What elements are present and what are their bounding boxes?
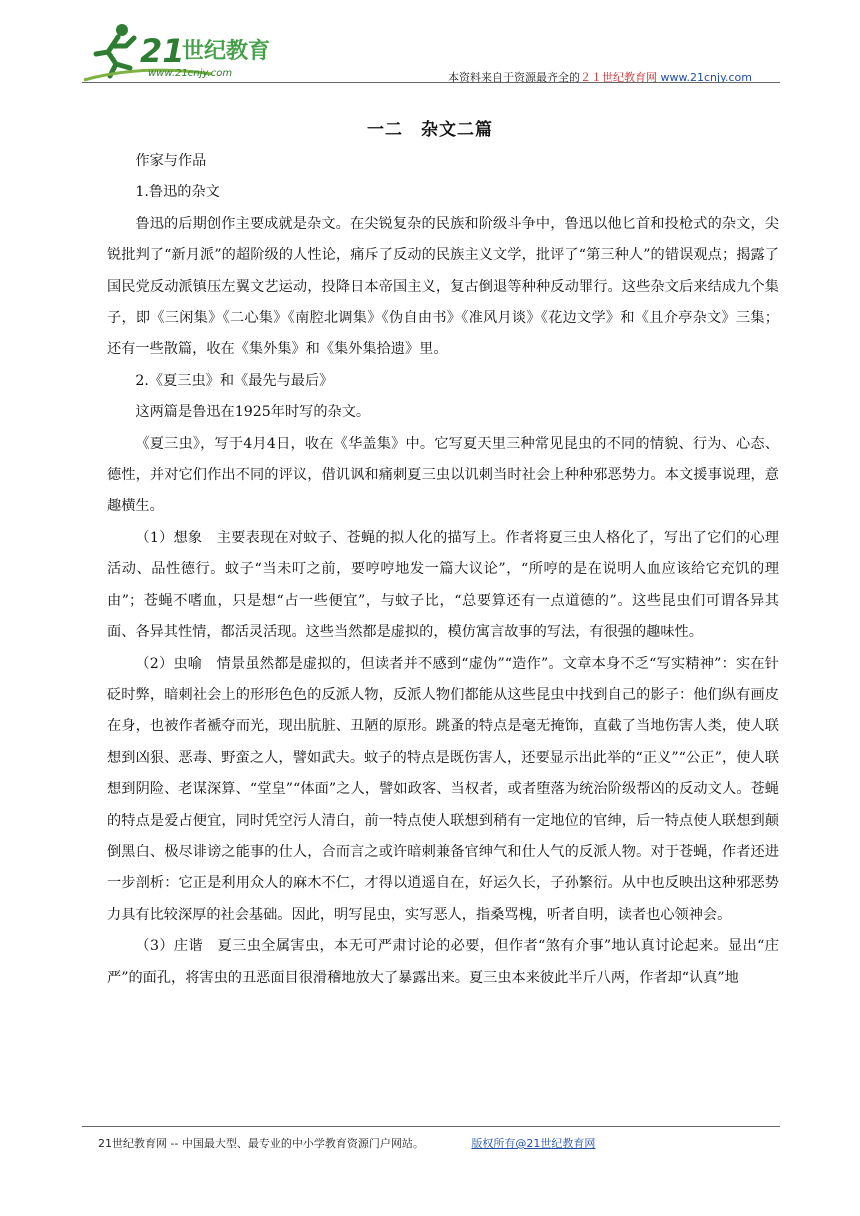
- section-heading: 作家与作品: [135, 153, 207, 169]
- paragraph: 这两篇是鲁迅在1925年时写的杂文。: [135, 404, 371, 421]
- svg-text:21: 21: [140, 32, 185, 70]
- footer-divider: [82, 1126, 780, 1127]
- page-header: [82, 18, 780, 84]
- page-title: 一二 杂文二篇: [367, 120, 493, 140]
- header-note-site: ２１世纪教育网: [580, 71, 658, 84]
- document-body: [107, 146, 779, 994]
- paragraph: （1）想象 主要表现在对蚊子、苍蝇的拟人化的描写上。作者将夏三虫人格化了，写出了它们的心理活动、品性德行。蚊子“当未叮之前，要哼哼地发一篇大议论”，“所哼的是在说明人血应该给它充饥的理由”；苍蝇不嗜血，只是想“占一些便宜”，与蚊子比，“总要算还有一点道德的”。这些昆虫们可谓各异其面、各异其性情，都活灵活现。这些当然都是虚拟的，模仿寓言故事的写法，有很强的趣味性。: [107, 529, 779, 641]
- paragraph: （2）虫喻 情景虽然都是虚拟的，但读者并不感到“虚伪”“造作”。文章本身不乏“写实精神”：实在针砭时弊，暗刺社会上的形形色色的反派人物，反派人物们都能从这些昆虫中找到自己的影子：他们纵有画皮在身，也被作者褫夺而光，现出肮脏、丑陋的原形。跳蚤的特点是毫无掩饰，直截了当地伤害人类，使人联想到凶狠、恶毒、野蛮之人，譬如武夫。蚊子的特点是既伤害人，还要显示出此举的“正义”“公正”，使人联想到阴险、老谋深算、“堂皇”“体面”之人，譬如政客、当权者，或者堕落为统治阶级帮凶的反动文人。苍蝇的特点是爱占便宜，同时凭空污人清白，前一特点使人联想到稍有一定地位的官绅，后一特点使人联想到颠倒黑白、极尽诽谤之能事的仕人，合而言之或许暗刺兼备官绅气和仕人气的反派人物。对于苍蝇，作者还进一步剖析：它正是利用众人的麻木不仁，才得以逍遥自在，好运久长，子孙繁衍。从中也反映出这种邪恶势力具有比较深厚的社会基础。因此，明写昆虫，实写恶人，指桑骂槐，听者自明，读者也心领神会。: [107, 655, 779, 923]
- svg-text:www.21cnjy.com: www.21cnjy.com: [148, 68, 233, 79]
- header-note-prefix: 本资料来自于资源最齐全的: [448, 71, 581, 84]
- page-footer: [82, 1126, 780, 1151]
- svg-text:世纪教育: 世纪教育: [182, 39, 271, 64]
- footer-text: 21世纪教育网 -- 中国最大型、最专业的中小学教育资源门户网站。: [98, 1137, 424, 1150]
- header-divider: [82, 82, 780, 83]
- subsection-heading: 2.《夏三虫》和《最先与最后》: [135, 372, 334, 389]
- subsection-heading: 1.鲁迅的杂文: [135, 184, 220, 201]
- paragraph: （3）庄谐 夏三虫全属害虫，本无可严肃讨论的必要，但作者“煞有介事”地认真讨论起来。显出“庄严”的面孔，将害虫的丑恶面目很滑稽地放大了暴露出来。夏三虫本来彼此半斤八两，作者却“认真”地: [107, 938, 779, 986]
- copyright-link[interactable]: 版权所有@21世纪教育网: [471, 1137, 596, 1150]
- paragraph: 《夏三虫》，写于4月4日，收在《华盖集》中。它写夏天里三种常见昆虫的不同的情貌、行为、心态、德性，并对它们作出不同的评议，借讥讽和痛刺夏三虫以讥刺当时社会上种种邪恶势力。本文援事说理，意趣横生。: [107, 435, 779, 515]
- header-note-url[interactable]: www.21cnjy.com: [660, 71, 752, 84]
- paragraph: 鲁迅的后期创作主要成就是杂文。在尖锐复杂的民族和阶级斗争中，鲁迅以他匕首和投枪式的杂文，尖锐批判了“新月派”的超阶级的人性论，痛斥了反动的民族主义文学，批评了“第三种人”的错误观点；揭露了国民党反动派镇压左翼文艺运动，投降日本帝国主义，复古倒退等种种反动罪行。这些杂文后来结成九个集子，即《三闲集》《二心集》《南腔北调集》《伪自由书》《准风月谈》《花边文学》和《且介亭杂文》三集；还有一些散篇，收在《集外集》和《集外集拾遗》里。: [107, 215, 779, 358]
- site-logo: [82, 18, 282, 82]
